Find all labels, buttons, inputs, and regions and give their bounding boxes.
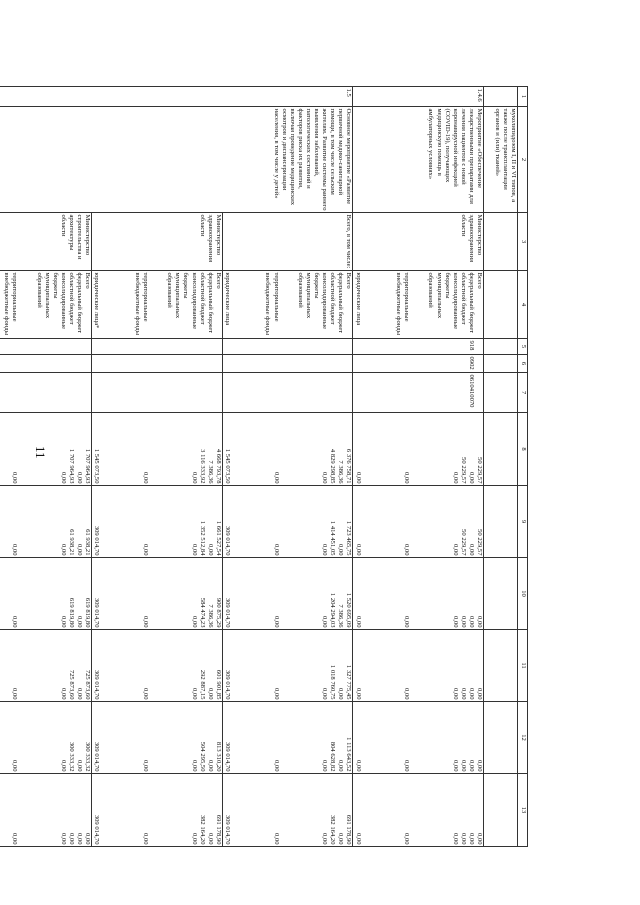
col-num: 7 — [518, 373, 528, 413]
values-c13: 691 178,90 0,00 382 164,20 0,00 0,00 309 014,70 — [222, 774, 353, 847]
row-name: Мероприятие «Обеспечение лекарственными препаратами для лечения пациентов с новой коронавирусной инфекцией (COVID-19), получающих медицинскую помощь в амбулаторных условиях» — [353, 107, 484, 213]
source-list: Всего федеральный бюджет областной бюджет консолидированные бюджеты муниципальных образований территориальные внебюджетные фонды юридические лица — [353, 271, 484, 339]
col-num: 10 — [518, 558, 528, 630]
source-list: Всего федеральный бюджет областной бюджет консолидированные бюджеты муниципальных образований территориальные внебюджетные фонды юридические лица — [222, 271, 353, 339]
page-number: 11 — [33, 446, 48, 459]
column-number-row — [518, 87, 528, 847]
values-c9: 61 938,21 0,00 61 938,21 0,00 0,00 — [0, 486, 92, 558]
col-num: 4 — [518, 271, 528, 339]
executor: Всего, в том числе: — [222, 213, 353, 271]
values-c8: 4 668 793,78 7 386,36 3 116 333,92 0,00 0,00 1 545 073,50 — [92, 413, 223, 486]
budget-table — [0, 86, 528, 847]
col-num: 2 — [518, 107, 528, 213]
col-num: 8 — [518, 413, 528, 486]
values-c11: 601 901,85 0,00 292 887,15 0,00 0,00 309 014,70 — [92, 630, 223, 702]
values-c10: 900 875,29 7 386,36 584 474,23 0,00 0,00 309 014,70 — [92, 558, 223, 630]
source-list: Всего федеральный бюджет областной бюджет консолидированные бюджеты муниципальных образований территориальные внебюджетные фонды юридические лица* — [92, 271, 223, 339]
table-row — [353, 87, 484, 847]
executor: Министерство здравоохранения области — [92, 213, 223, 271]
values-c13: 0,00 0,00 0,00 0,00 0,00 — [0, 774, 92, 847]
values-c8: 1 707 964,93 0,00 1 707 964,93 0,00 0,00 — [0, 413, 92, 486]
values-c11: 725 873,60 0,00 725 873,60 0,00 0,00 — [0, 630, 92, 702]
values-c13: 691 178,90 0,00 382 164,20 0,00 0,00 309 014,70 — [92, 774, 223, 847]
executor: Министерство здравоохранения области — [353, 213, 484, 271]
row-code: 1.4.6 — [353, 87, 484, 107]
col-num: 9 — [518, 486, 528, 558]
values-c11: 1 327 775,45 0,00 1 018 760,75 0,00 0,00 309 014,70 — [222, 630, 353, 702]
values-c12: 1 113 643,52 0,00 804 628,82 0,00 0,00 309 014,70 — [222, 702, 353, 774]
row-code: 1.5 — [0, 87, 353, 107]
values-c9: 50 229,57 0,00 50 229,57 0,00 0,00 0,00 — [353, 486, 484, 558]
values-c12: 813 310,20 0,00 504 295,50 0,00 0,00 309 014,70 — [92, 702, 223, 774]
col-num: 12 — [518, 702, 528, 774]
values-c9: 1 661 527,54 0,00 1 352 512,84 0,00 0,00 309 014,70 — [92, 486, 223, 558]
rotated-document — [3, 86, 528, 846]
col-num: 11 — [518, 630, 528, 702]
values-c12: 300 333,32 0,00 300 333,32 0,00 0,00 — [0, 702, 92, 774]
source-list: Всего федеральный бюджет областной бюджет консолидированные бюджеты муниципальных образований территориальные внебюджетные фонды — [0, 271, 92, 339]
continuation-row — [484, 87, 518, 847]
values-c11: 0,00 0,00 0,00 0,00 0,00 0,00 — [353, 630, 484, 702]
table-row — [222, 87, 353, 847]
grbs-code: 918 — [353, 339, 484, 355]
values-c8: 50 229,57 0,00 50 229,57 0,00 0,00 0,00 — [353, 413, 484, 486]
values-c9: 1 723 465,75 0,00 1 414 451,05 0,00 0,00 309 014,70 — [222, 486, 353, 558]
rz-code: 0902 — [353, 355, 484, 373]
col-num: 3 — [518, 213, 528, 271]
row-name: муколипидозом I, II и VI типов, а также после трансплантации органов и (или) тканей» — [484, 107, 518, 213]
values-c13: 0,00 0,00 0,00 0,00 0,00 0,00 — [353, 774, 484, 847]
values-c8: 6 376 758,71 7 386,36 4 829 298,85 0,00 0,00 1 545 073,50 — [222, 413, 353, 486]
values-c10: 0,00 0,00 0,00 0,00 0,00 0,00 — [353, 558, 484, 630]
col-num: 5 — [518, 339, 528, 355]
csr-code: 0610410070 — [353, 373, 484, 413]
executor: Министерство строительства и архитектуры области — [0, 213, 92, 271]
values-c10: 619 819,80 0,00 619 819,80 0,00 0,00 — [0, 558, 92, 630]
col-num: 13 — [518, 774, 528, 847]
values-c12: 0,00 0,00 0,00 0,00 0,00 0,00 — [353, 702, 484, 774]
col-num: 6 — [518, 355, 528, 373]
row-name: Основное мероприятие «Развитие первичной медико-санитарной помощи, в том числе сельским жителям. Развитие системы раннего выявления заболеваний, патологических состояний и факторов риска их развития, включая проведение медицинских осмотров и диспансеризации населения, в том числе у детей» — [0, 107, 353, 213]
col-num: 1 — [518, 87, 528, 107]
values-c10: 1 520 695,09 7 386,36 1 204 294,03 0,00 0,00 309 014,70 — [222, 558, 353, 630]
rotated-table-viewport — [3, 86, 528, 846]
